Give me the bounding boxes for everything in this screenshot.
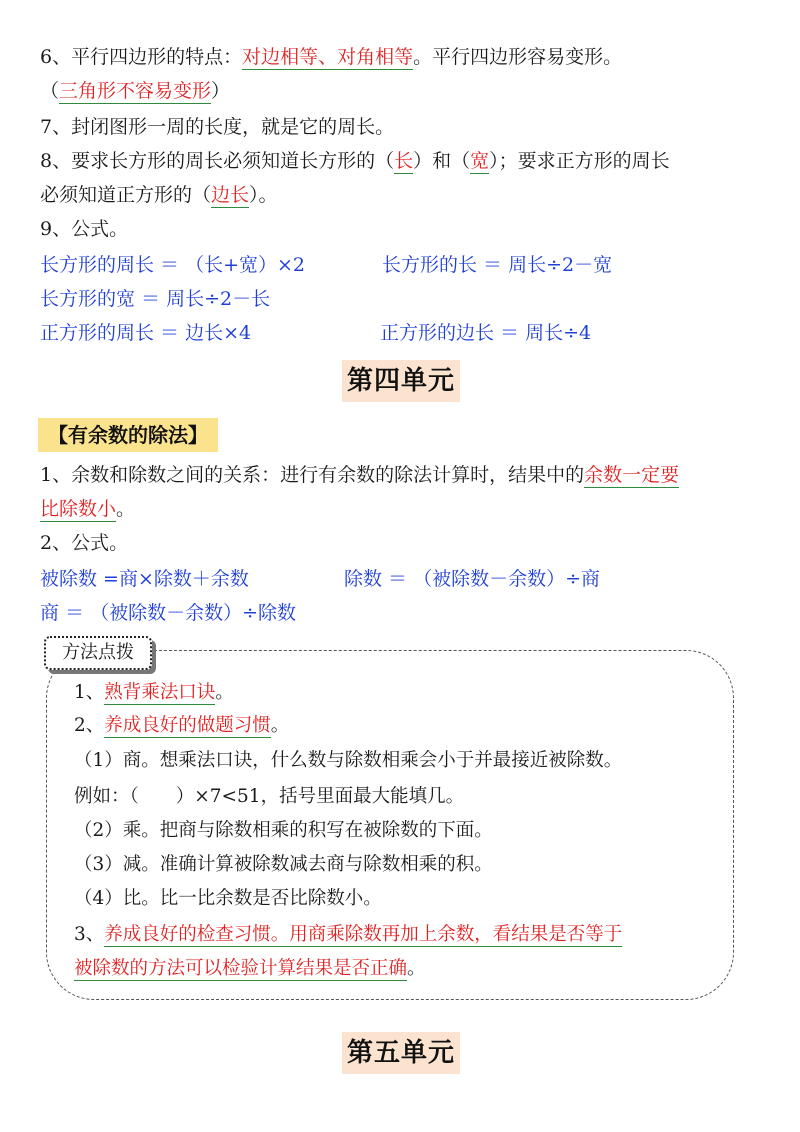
highlight-tip-1: 熟背乘法口诀 xyxy=(104,682,216,703)
unit5-title: 第五单元 xyxy=(342,1032,460,1074)
highlight-side-length: 边长 xyxy=(211,184,250,206)
line-8: 8、要求长方形的周长必须知道长方形的（长）和（宽）；要求正方形的周长 xyxy=(40,150,670,172)
tip-step-3: （3）减。准确计算被除数减去商与除数相乘的积。 xyxy=(74,854,493,875)
line-s1-cont: 比除数小。 xyxy=(40,498,136,520)
tip-example: 例如：（ ）×7<51，括号里面最大能填几。 xyxy=(74,786,465,807)
unit4-title: 第四单元 xyxy=(342,360,460,402)
tips-label: 方法点拨 xyxy=(44,636,152,670)
tip-step-2: （2）乘。把商与除数相乘的积写在被除数的下面。 xyxy=(74,820,493,841)
line-8-cont: 必须知道正方形的（边长）。 xyxy=(40,184,278,206)
tip-3: 3、养成良好的检查习惯。用商乘除数再加上余数，看结果是否等于 xyxy=(74,924,623,945)
line-s2: 2、公式。 xyxy=(40,532,129,554)
highlight-width: 宽 xyxy=(470,150,490,172)
formula-rect-perimeter: 长方形的周长 ＝ （长+宽）×2 xyxy=(40,254,306,276)
tip-2: 2、养成良好的做题习惯。 xyxy=(74,715,290,736)
formula-square-perimeter: 正方形的周长 ＝ 边长×4 xyxy=(40,322,252,344)
formula-square-side: 正方形的边长 ＝ 周长÷4 xyxy=(380,322,592,344)
highlight-remainder-2: 比除数小 xyxy=(40,498,117,520)
formula-divisor: 除数 ＝ （被除数－余数）÷商 xyxy=(344,568,600,590)
highlight-tip-3a: 养成良好的检查习惯。用商乘除数再加上余数，看结果是否等于 xyxy=(104,924,623,945)
line-6-note: （三角形不容易变形） xyxy=(40,80,231,102)
section-title-division-remainder: 【有余数的除法】 xyxy=(38,418,218,452)
formula-rect-width: 长方形的宽 ＝ 周长÷2－长 xyxy=(40,288,271,310)
formula-quotient: 商 ＝ （被除数－余数）÷除数 xyxy=(40,602,296,624)
tip-1: 1、熟背乘法口诀。 xyxy=(74,682,234,703)
highlight-length: 长 xyxy=(394,150,414,172)
highlight-triangle-stable: 三角形不容易变形 xyxy=(59,80,212,102)
tip-step-4: （4）比。比一比余数是否比除数小。 xyxy=(74,888,382,909)
line-9: 9、公式。 xyxy=(40,218,129,240)
formula-rect-length: 长方形的长 ＝ 周长÷2－宽 xyxy=(382,254,613,276)
tip-3-cont: 被除数的方法可以检验计算结果是否正确。 xyxy=(74,958,426,979)
line-7: 7、封闭图形一周的长度，就是它的周长。 xyxy=(40,116,395,138)
line-s1: 1、余数和除数之间的关系：进行有余数的除法计算时，结果中的余数一定要 xyxy=(40,464,680,486)
highlight-tip-2: 养成良好的做题习惯 xyxy=(104,715,271,736)
highlight-remainder-1: 余数一定要 xyxy=(584,464,680,486)
highlight-tip-3b: 被除数的方法可以检验计算结果是否正确 xyxy=(74,958,408,979)
line-6: 6、平行四边形的特点：对边相等、对角相等。平行四边形容易变形。 xyxy=(40,46,623,68)
formula-dividend: 被除数 =商×除数＋余数 xyxy=(40,568,249,590)
highlight-parallelogram-props: 对边相等、对角相等 xyxy=(242,46,414,68)
tip-step-1: （1）商。想乘法口诀，什么数与除数相乘会小于并最接近被除数。 xyxy=(74,750,623,771)
